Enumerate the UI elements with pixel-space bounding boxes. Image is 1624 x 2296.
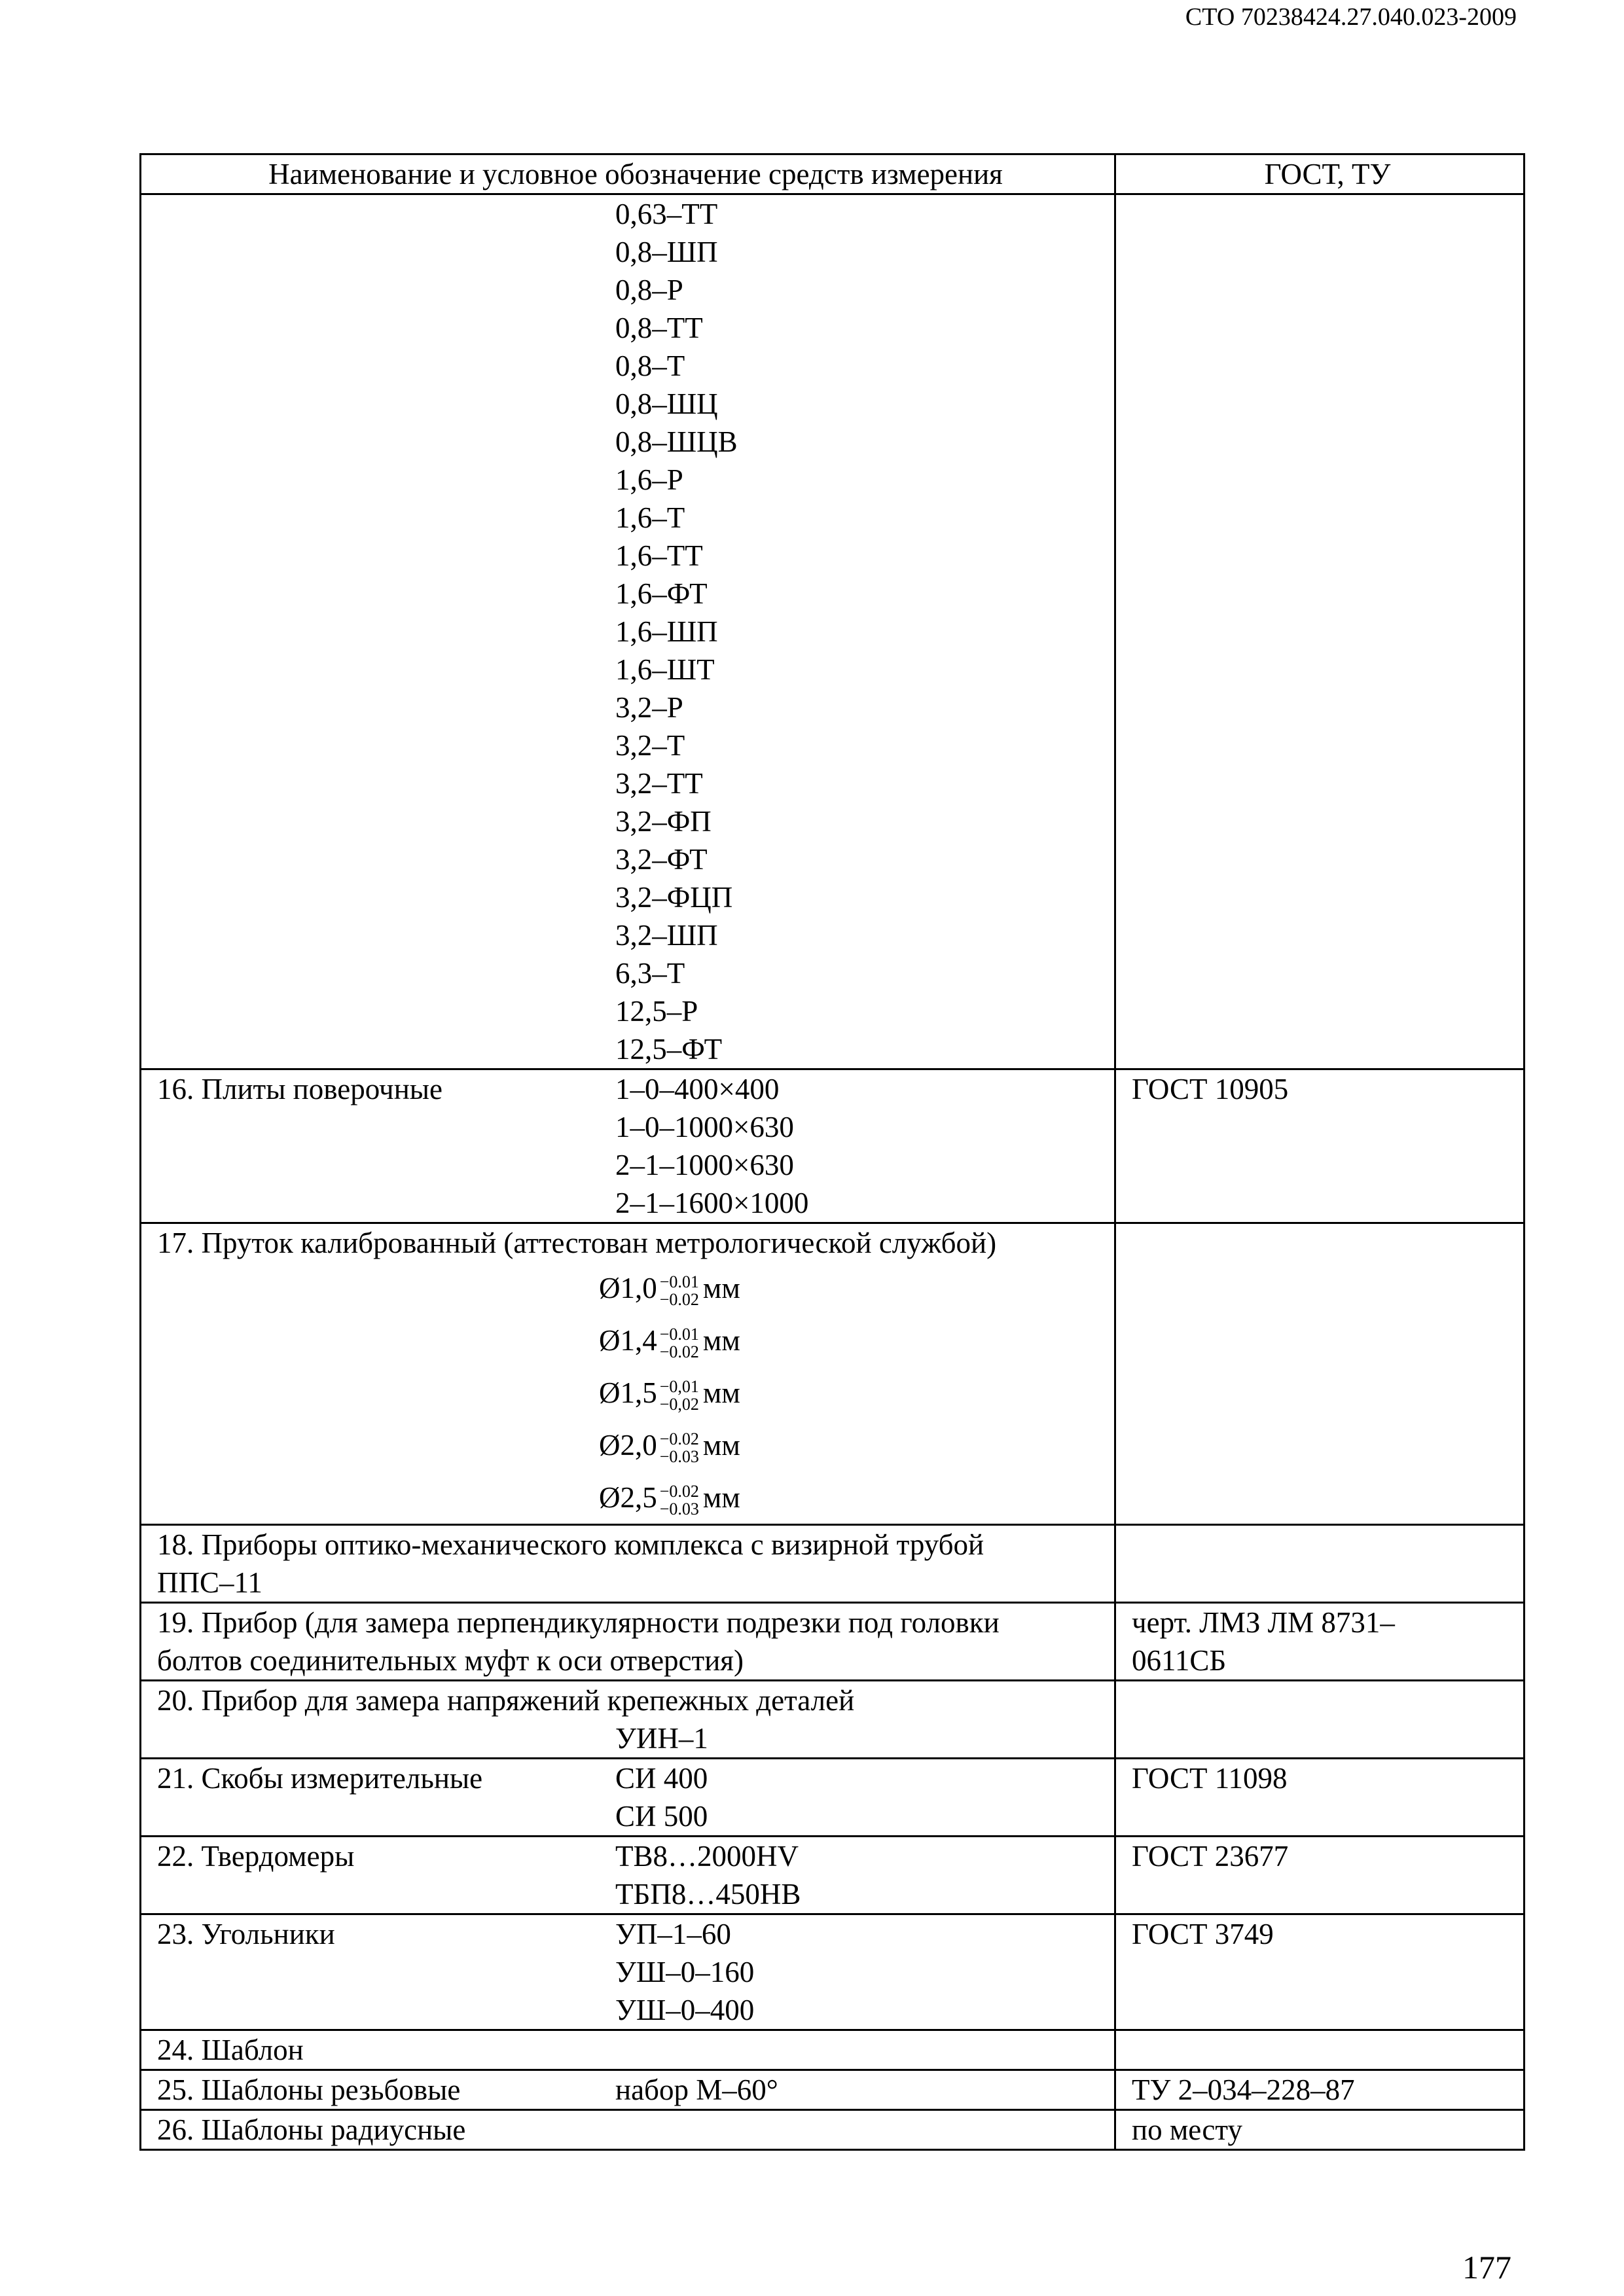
- instrument-label: 19. Прибор (для замера перпендикулярности подрезки под головки: [157, 1606, 1000, 1639]
- tolerance-upper: −0.01: [659, 1325, 699, 1344]
- gost-cell: [1115, 1603, 1525, 1681]
- designation-list: [157, 195, 1114, 1068]
- tolerance: [660, 1430, 699, 1465]
- instrument-label-cont: ППС–11: [157, 1566, 262, 1599]
- designation: 0,8–ШЦВ: [615, 425, 738, 458]
- instrument-cell: [141, 2030, 1115, 2070]
- header-instrument-name: Наименование и условное обозначение средств измерения: [141, 154, 1115, 194]
- rod-unit: мм: [702, 1324, 740, 1357]
- instrument-cell: [141, 1223, 1115, 1525]
- gost-cell: ГОСТ 11098: [1115, 1759, 1525, 1837]
- table-row-17: [141, 1223, 1525, 1525]
- tolerance-upper: −0.01: [659, 1272, 699, 1291]
- instrument-label: 17. Пруток калиброванный (аттестован метрологической службой): [157, 1227, 997, 1259]
- designation: 1,6–Т: [615, 501, 685, 534]
- table-row-16: [141, 1069, 1525, 1223]
- gost-cell: [1115, 194, 1525, 1069]
- designation: 6,3–Т: [615, 957, 685, 990]
- rod-unit: мм: [702, 1481, 740, 1514]
- instrument-cell: [141, 2070, 1115, 2110]
- gost-ref: черт. ЛМЗ ЛМ 8731–: [1132, 1606, 1395, 1639]
- instrument-label: 20. Прибор для замера напряжений крепежных деталей: [157, 1684, 855, 1717]
- rod-diameter: Ø2,0: [599, 1429, 657, 1462]
- rod-diameter: Ø1,4: [599, 1324, 657, 1357]
- instrument-label: 21. Скобы измерительные: [157, 1762, 483, 1795]
- designation: 1,6–ШТ: [615, 653, 715, 686]
- instrument-label: 24. Шаблон: [157, 2034, 304, 2066]
- rod-unit: мм: [702, 1376, 740, 1409]
- instrument-cell: [141, 1837, 1115, 1914]
- designation: 3,2–ФТ: [615, 843, 708, 876]
- gost-ref-cont: 0611СБ: [1132, 1644, 1227, 1677]
- tolerance-upper: −0.02: [659, 1429, 699, 1448]
- designation: 0,8–ШЦ: [615, 387, 718, 420]
- table-row-20: [141, 1681, 1525, 1759]
- instrument-cell: [141, 1681, 1115, 1759]
- designation: СИ 500: [615, 1800, 708, 1833]
- rod-size: [157, 1314, 1114, 1367]
- table-row-22: [141, 1837, 1525, 1914]
- rod-size: [157, 1367, 1114, 1419]
- designation: УШ–0–160: [615, 1956, 755, 1988]
- instrument-cell: [141, 1069, 1115, 1223]
- table-row-24: [141, 2030, 1525, 2070]
- tolerance: [660, 1325, 699, 1361]
- tolerance-lower: −0.02: [659, 1290, 699, 1309]
- instrument-cell: [141, 1525, 1115, 1603]
- designation: 1,6–ТТ: [615, 539, 703, 572]
- table-row-26: [141, 2110, 1525, 2150]
- designation: 3,2–ТТ: [615, 767, 703, 800]
- tolerance-upper: −0.02: [659, 1482, 699, 1501]
- tolerance: [660, 1482, 699, 1518]
- rod-unit: мм: [702, 1429, 740, 1462]
- designation: СИ 400: [615, 1762, 708, 1795]
- designation: 0,8–ТТ: [615, 312, 703, 344]
- designation: УШ–0–400: [615, 1994, 755, 2026]
- gost-cell: [1115, 1223, 1525, 1525]
- table-row-25: [141, 2070, 1525, 2110]
- designation: 3,2–ФП: [615, 805, 712, 838]
- rod-size: [157, 1262, 1114, 1314]
- instrument-label-cont: болтов соединительных муфт к оси отверстия): [157, 1644, 744, 1677]
- instrument-cell: [141, 1759, 1115, 1837]
- table-row-21: [141, 1759, 1525, 1837]
- gost-cell: ГОСТ 3749: [1115, 1914, 1525, 2030]
- header-gost: ГОСТ, ТУ: [1115, 154, 1525, 194]
- document-code: СТО 70238424.27.040.023-2009: [1185, 3, 1517, 31]
- table-row-19: [141, 1603, 1525, 1681]
- gost-cell: по месту: [1115, 2110, 1525, 2150]
- measuring-instruments-table: [139, 153, 1525, 2151]
- rod-size: [157, 1419, 1114, 1471]
- designation: 0,8–ШП: [615, 236, 718, 268]
- designation: 0,8–Т: [615, 350, 685, 382]
- designation: УП–1–60: [615, 1918, 731, 1950]
- rod-size: [157, 1471, 1114, 1524]
- designation: 12,5–Р: [615, 995, 698, 1028]
- rod-list: [157, 1262, 1114, 1524]
- tolerance-lower: −0.03: [659, 1447, 699, 1466]
- designation: ТВ8…2000HV: [615, 1840, 799, 1873]
- designation: ТБП8…450НВ: [615, 1878, 801, 1910]
- tolerance-lower: −0.02: [659, 1342, 699, 1361]
- instrument-cell: [141, 2110, 1115, 2150]
- tolerance-upper: −0,01: [659, 1377, 699, 1396]
- rod-diameter: Ø1,0: [599, 1272, 657, 1304]
- designation: 1,6–ШП: [615, 615, 718, 648]
- tolerance: [660, 1273, 699, 1308]
- designation: 3,2–Р: [615, 691, 683, 724]
- designation: УИН–1: [615, 1722, 708, 1755]
- table-row-18: [141, 1525, 1525, 1603]
- instrument-cell: [141, 194, 1115, 1069]
- designation: 1,6–ФТ: [615, 577, 708, 610]
- designation: набор М–60°: [615, 2073, 778, 2106]
- gost-cell: ГОСТ 23677: [1115, 1837, 1525, 1914]
- tolerance: [660, 1378, 699, 1413]
- instrument-label: 18. Приборы оптико-механического комплекса с визирной трубой: [157, 1528, 984, 1561]
- designation: 0,63–ТТ: [615, 198, 718, 230]
- instrument-cell: [141, 1603, 1115, 1681]
- gost-cell: [1115, 1525, 1525, 1603]
- table-row-23: [141, 1914, 1525, 2030]
- instrument-label: 22. Твердомеры: [157, 1840, 355, 1873]
- instrument-label: 26. Шаблоны радиусные: [157, 2113, 466, 2146]
- gost-cell: [1115, 2030, 1525, 2070]
- designation: 3,2–ФЦП: [615, 881, 733, 914]
- instrument-label: 16. Плиты поверочные: [157, 1073, 442, 1105]
- designation: 1–0–400×400: [615, 1073, 780, 1105]
- tolerance-lower: −0,02: [659, 1395, 699, 1414]
- gost-cell: ТУ 2–034–228–87: [1115, 2070, 1525, 2110]
- designation: 3,2–Т: [615, 729, 685, 762]
- rod-diameter: Ø2,5: [599, 1481, 657, 1514]
- designation: 1,6–Р: [615, 463, 683, 496]
- designation: 2–1–1000×630: [615, 1149, 794, 1181]
- instrument-cell: [141, 1914, 1115, 2030]
- designation: 0,8–Р: [615, 274, 683, 306]
- gost-cell: ГОСТ 10905: [1115, 1069, 1525, 1223]
- designation: 2–1–1600×1000: [615, 1187, 809, 1219]
- table-row-continuation: [141, 194, 1525, 1069]
- page-number: 177: [1462, 2249, 1511, 2286]
- designation: 1–0–1000×630: [615, 1111, 794, 1143]
- rod-diameter: Ø1,5: [599, 1376, 657, 1409]
- designation: 12,5–ФТ: [615, 1033, 723, 1066]
- table-header-row: [141, 154, 1525, 194]
- rod-unit: мм: [702, 1272, 740, 1304]
- gost-cell: [1115, 1681, 1525, 1759]
- instrument-label: 25. Шаблоны резьбовые: [157, 2073, 461, 2106]
- designation: 3,2–ШП: [615, 919, 718, 952]
- tolerance-lower: −0.03: [659, 1499, 699, 1518]
- instrument-label: 23. Угольники: [157, 1918, 335, 1950]
